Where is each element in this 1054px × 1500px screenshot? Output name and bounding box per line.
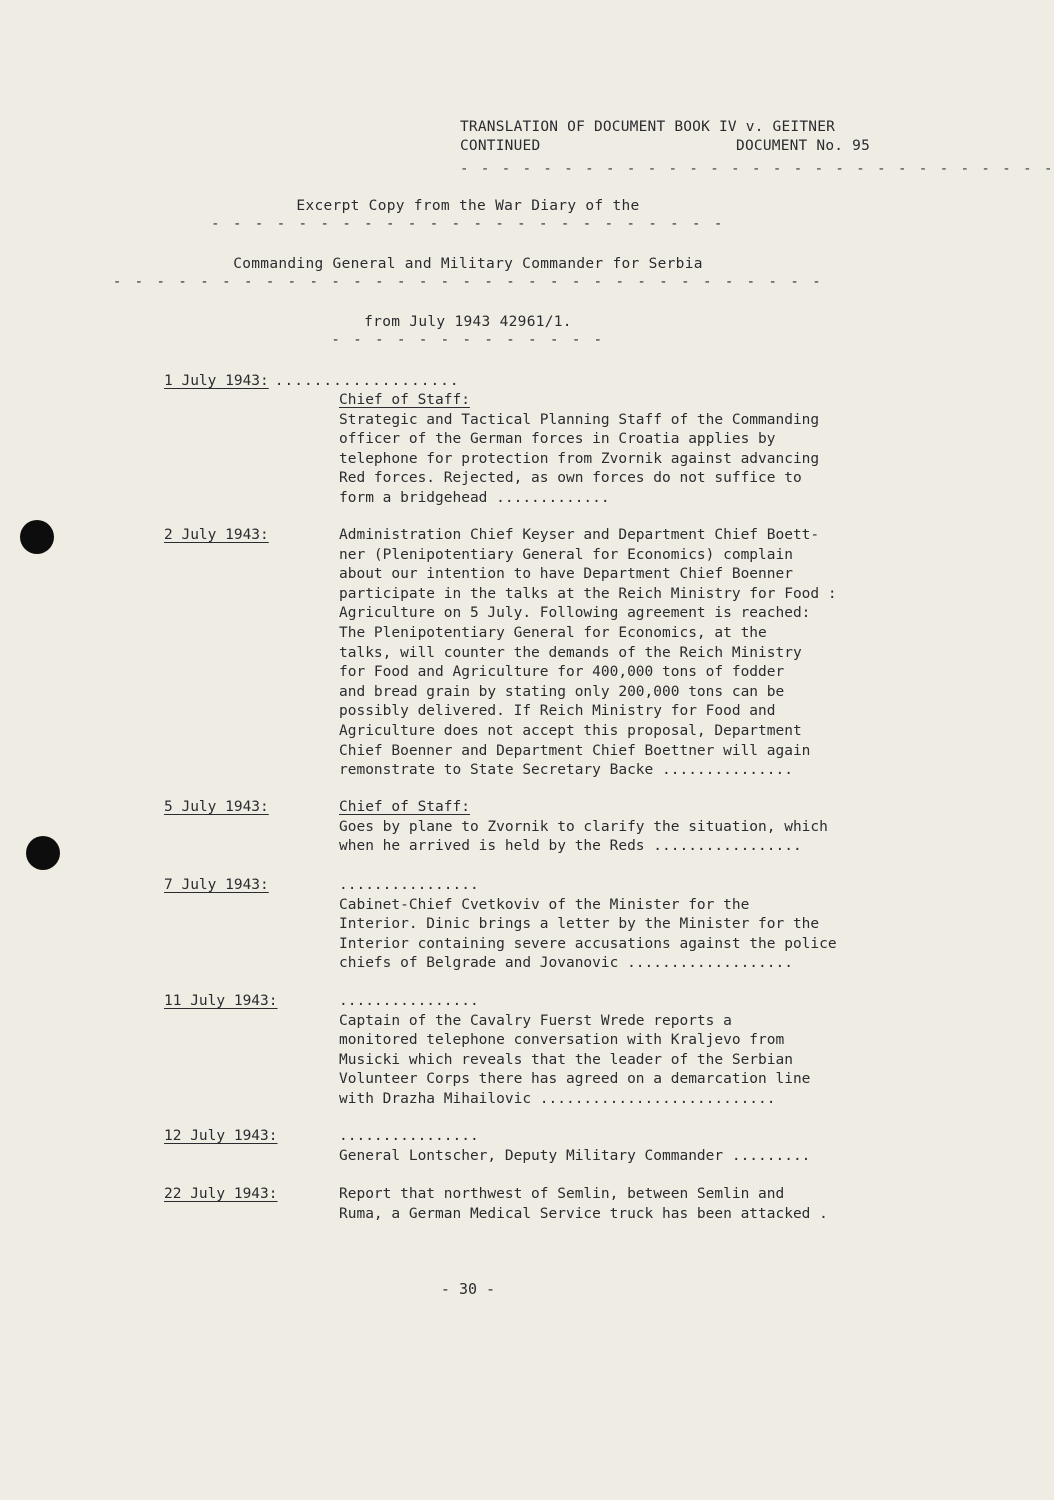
- header-row: [460, 137, 870, 156]
- entry-date: 5 July 1943:: [164, 799, 269, 815]
- entry-line: Chief Boenner and Department Chief Boettner will again: [339, 742, 811, 759]
- title-line-2: Commanding General and Military Commander for Serbia: [233, 256, 703, 272]
- punch-hole-icon: [20, 520, 54, 554]
- entry-line: monitored telephone conversation with Kraljevo from: [339, 1032, 785, 1049]
- entry-line: with Drazha Mihailovic ...........................: [339, 1090, 776, 1107]
- entry-date-text: 1 July 1943:: [164, 373, 269, 389]
- entry-line: talks, will counter the demands of the Reich Ministry: [339, 644, 802, 661]
- title-rule-2: - - - - - - - - - - - - - - - - - - - - - - - - - - - - - - - - -: [112, 274, 824, 290]
- entry-line: Volunteer Corps there has agreed on a demarcation line: [339, 1071, 811, 1088]
- entry-line: and bread grain by stating only 200,000 tons can be: [339, 683, 785, 700]
- entry-line: possibly delivered. If Reich Ministry for Food and: [339, 703, 776, 720]
- entry-line: remonstrate to State Secretary Backe ...............: [339, 762, 793, 779]
- entry-body: [339, 1127, 899, 1166]
- title-line-3: from July 1943 42961/1.: [364, 314, 572, 330]
- header-document-number: DOCUMENT No. 95: [736, 138, 870, 154]
- entry-date: 12 July 1943:: [164, 1128, 278, 1144]
- document-header: [460, 118, 1054, 179]
- title-line-1-block: [0, 198, 936, 232]
- entry-body: [339, 526, 899, 781]
- title-rule-1: - - - - - - - - - - - - - - - - - - - - - - - -: [211, 216, 725, 232]
- entry-lead-dots: ................: [339, 877, 479, 893]
- entry-line: about our intention to have Department Chief Boenner: [339, 566, 793, 583]
- entry-body: [339, 992, 899, 1110]
- entry-line: Cabinet-Chief Cvetkoviv of the Minister for the: [339, 896, 750, 913]
- entry-subhead: Chief of Staff:: [339, 799, 470, 815]
- entry-body: [339, 1185, 899, 1224]
- entry-line: Goes by plane to Zvornik to clarify the situation, which: [339, 818, 828, 835]
- entry-date: 7 July 1943:: [164, 877, 269, 893]
- title-rule-3: - - - - - - - - - - - - -: [331, 332, 605, 348]
- entry-date: [164, 372, 460, 392]
- entry-line: Ruma, a German Medical Service truck has been attacked .: [339, 1205, 828, 1222]
- entry-line: Interior containing severe accusations against the police: [339, 935, 837, 952]
- entry-line: form a bridgehead .............: [339, 489, 610, 506]
- entry-date: 11 July 1943:: [164, 993, 278, 1009]
- entry-line: chiefs of Belgrade and Jovanovic ...................: [339, 955, 793, 972]
- entry-line: Report that northwest of Semlin, between Semlin and: [339, 1186, 785, 1202]
- entry-line: Administration Chief Keyser and Department Chief Boett-: [339, 527, 820, 543]
- entry-body: [339, 876, 899, 974]
- entry-line: telephone for protection from Zvornik against advancing: [339, 450, 820, 467]
- entry-date-trail: ...................: [274, 373, 460, 389]
- title-line-2-block: [0, 256, 936, 290]
- punch-hole-icon: [26, 836, 60, 870]
- entry-lead-dots: ................: [339, 993, 479, 1009]
- entry-body: [339, 391, 899, 509]
- entry-date: 22 July 1943:: [164, 1186, 278, 1202]
- title-line-1: Excerpt Copy from the War Diary of the: [296, 198, 640, 214]
- entry-line: when he arrived is held by the Reds .................: [339, 838, 802, 855]
- entry-line: Captain of the Cavalry Fuerst Wrede reports a: [339, 1012, 732, 1029]
- entry-line: Musicki which reveals that the leader of the Serbian: [339, 1051, 793, 1068]
- entry-line: Red forces. Rejected, as own forces do not suffice to: [339, 470, 802, 487]
- entry-line: for Food and Agriculture for 400,000 tons of fodder: [339, 664, 785, 681]
- entry-line: Interior. Dinic brings a letter by the Minister for the: [339, 916, 820, 933]
- title-line-3-block: [0, 314, 936, 348]
- entry-subhead: Chief of Staff:: [339, 392, 470, 408]
- entry-body: [339, 798, 899, 857]
- entry-line: Agriculture does not accept this proposal, Department: [339, 722, 802, 739]
- page-number: - 30 -: [440, 1280, 496, 1298]
- entry-line: participate in the talks at the Reich Ministry for Food :: [339, 585, 837, 602]
- entry-line: The Plenipotentiary General for Economics, at the: [339, 624, 767, 641]
- header-continued: CONTINUED: [460, 138, 541, 154]
- entry-date: 2 July 1943:: [164, 527, 269, 543]
- entry-line: Agriculture on 5 July. Following agreement is reached:: [339, 605, 811, 622]
- entry-line: General Lontscher, Deputy Military Commander .........: [339, 1147, 811, 1164]
- header-title: TRANSLATION OF DOCUMENT BOOK IV v. GEITNER: [460, 119, 836, 135]
- entry-line: ner (Plenipotentiary General for Economics) complain: [339, 546, 793, 563]
- entry-line: Strategic and Tactical Planning Staff of the Commanding: [339, 411, 820, 428]
- header-rule: - - - - - - - - - - - - - - - - - - - - - - - - - - - - -: [460, 161, 1054, 177]
- entry-line: officer of the German forces in Croatia applies by: [339, 431, 776, 448]
- entry-lead-dots: ................: [339, 1128, 479, 1144]
